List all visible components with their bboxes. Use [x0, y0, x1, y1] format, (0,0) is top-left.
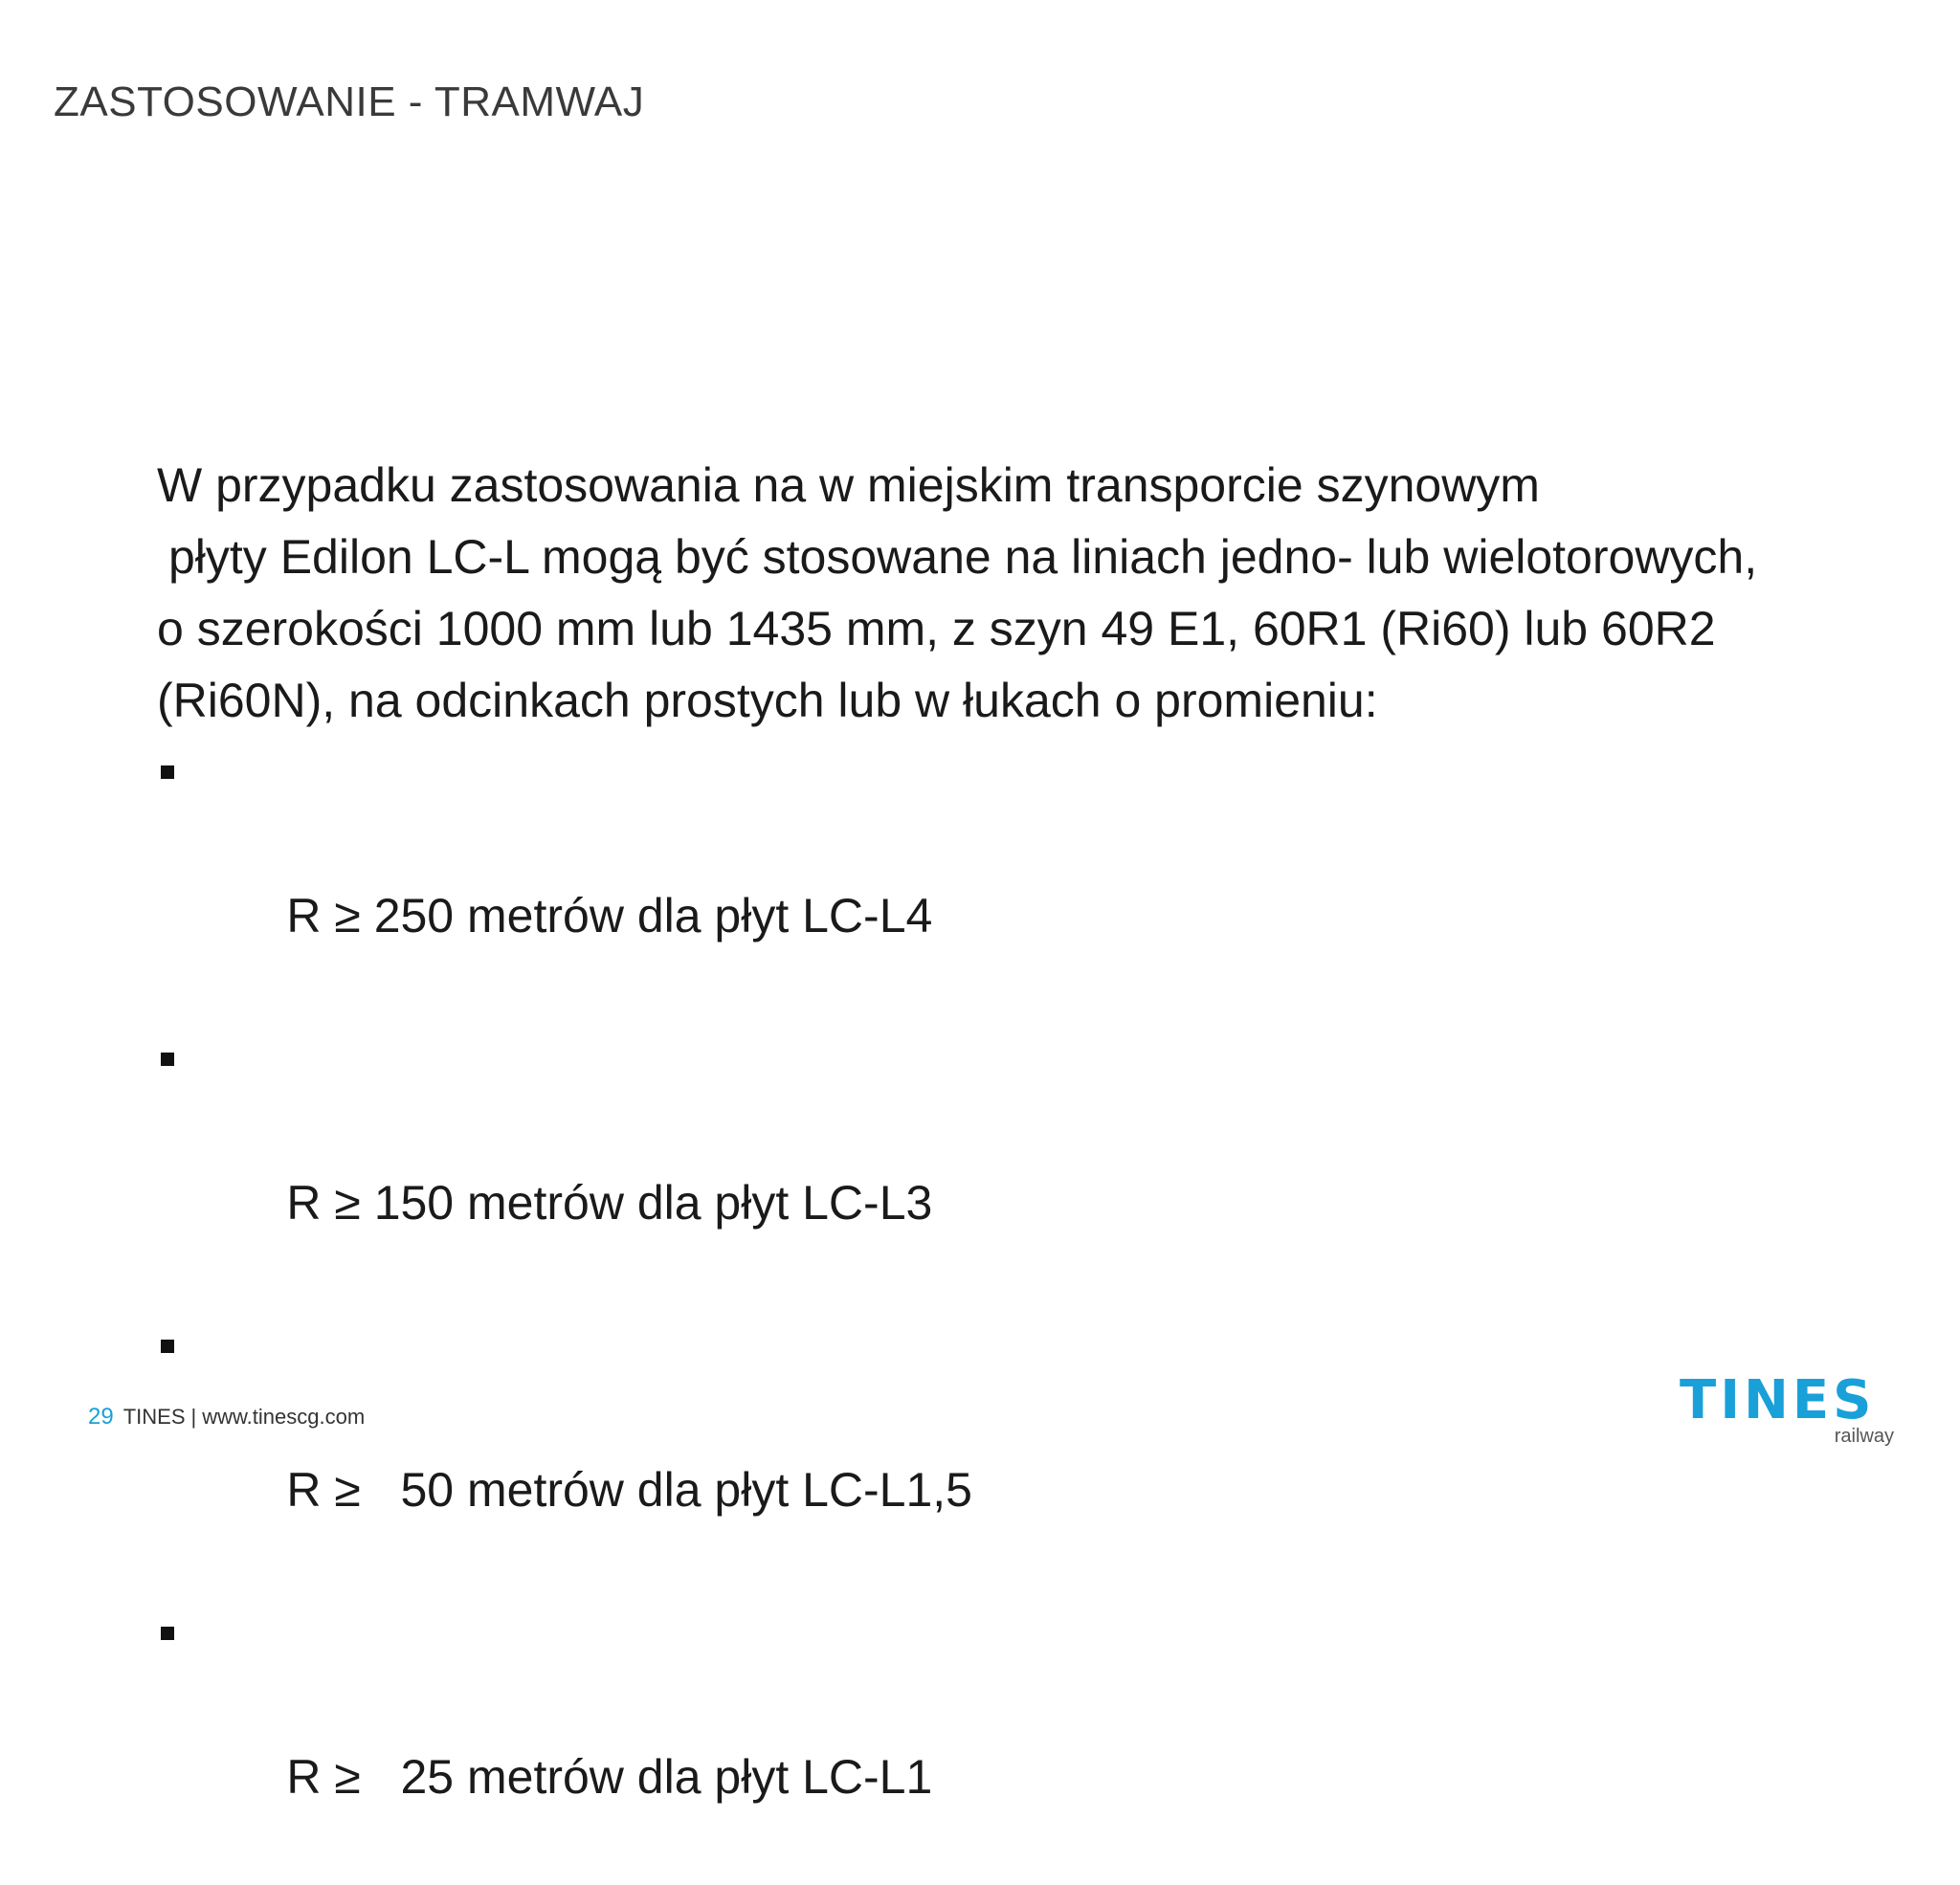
footer-company: TINES [122, 1405, 186, 1429]
slide-footer [88, 1404, 365, 1430]
page-number: 29 [88, 1404, 114, 1430]
paragraph-line: o szerokości 1000 mm lub 1435 mm, z szyn 49 E1, 60R1 (Ri60) lub 60R2 [157, 602, 1716, 655]
tines-railway-logo [1680, 1369, 1900, 1451]
bullet-item [157, 1598, 1880, 1885]
square-bullet-icon [161, 1053, 174, 1066]
paragraph-line: (Ri60N), na odcinkach prostych lub w łukach o promieniu: [157, 674, 1378, 727]
bullet-text: R ≥ 50 metrów dla płyt LC-L1,5 [286, 1463, 972, 1517]
bullet-list [157, 737, 1880, 1885]
square-bullet-icon [161, 765, 174, 779]
square-bullet-icon [161, 1340, 174, 1353]
square-bullet-icon [161, 1627, 174, 1640]
logo-brand: TINES [1680, 1369, 1876, 1431]
slide-content [157, 450, 1880, 1885]
footer-separator: | [190, 1405, 197, 1429]
paragraph-line: płyty Edilon LC-L mogą być stosowane na liniach jedno- lub wielotorowych, [168, 530, 1758, 584]
paragraph-line: W przypadku zastosowania na w miejskim transporcie szynowym [157, 458, 1540, 512]
bullet-text: R ≥ 250 metrów dla płyt LC-L4 [286, 889, 933, 942]
bullet-item [157, 737, 1880, 1024]
bullet-item [157, 1024, 1880, 1311]
footer-website-link[interactable]: www.tinescg.com [202, 1405, 366, 1429]
bullet-text: R ≥ 150 metrów dla płyt LC-L3 [286, 1176, 933, 1230]
slide-title: ZASTOSOWANIE - TRAMWAJ [54, 78, 645, 125]
logo-tagline: railway [1834, 1426, 1894, 1447]
bullet-text: R ≥ 25 metrów dla płyt LC-L1 [286, 1750, 933, 1804]
bullet-item [157, 1311, 1880, 1598]
